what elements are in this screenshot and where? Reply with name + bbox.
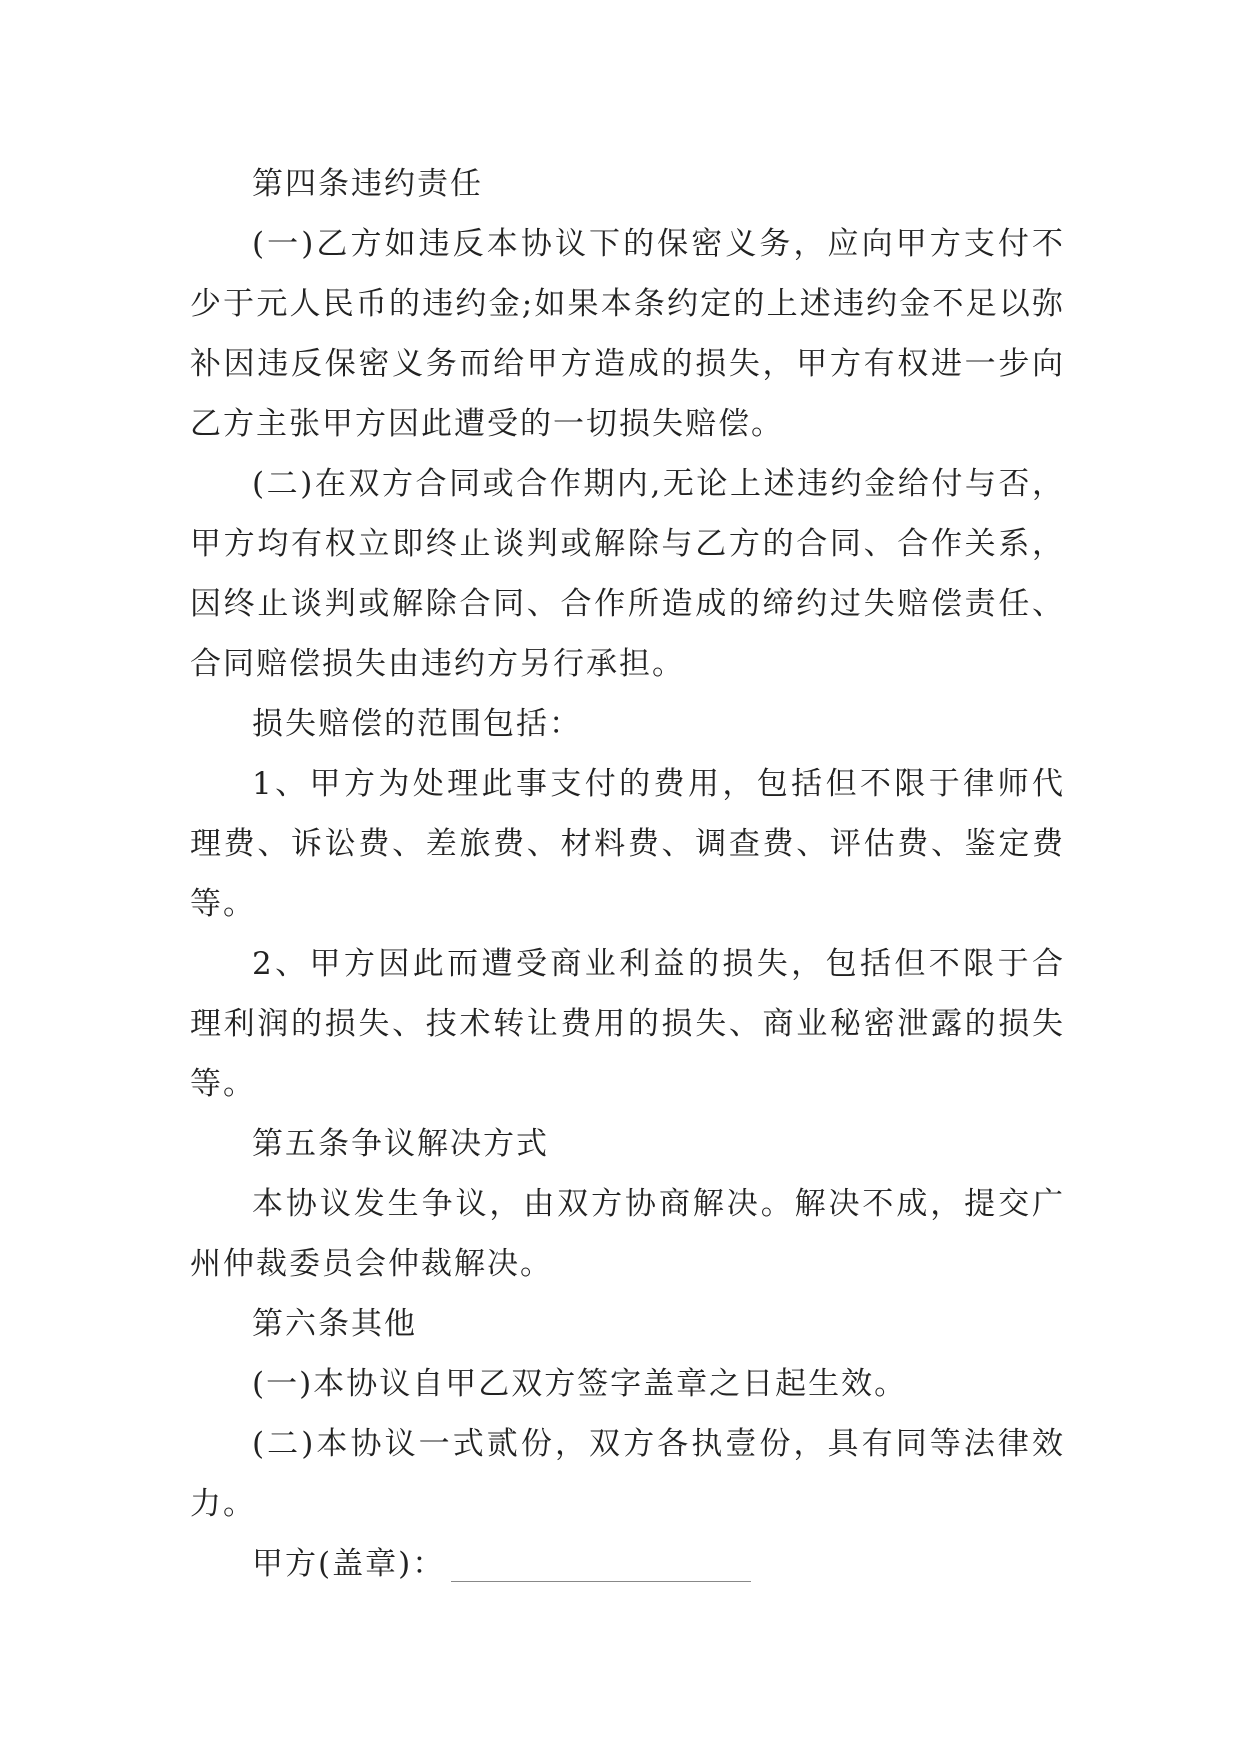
compensation-scope: 损失赔偿的范围包括： <box>252 706 582 742</box>
article-5-body: 本协议发生争议，由双方协商解决。解决不成，提交广州仲裁委员会仲裁解决。 <box>190 1186 1065 1282</box>
article-5-heading: 第五条争议解决方式 <box>252 1126 549 1162</box>
signature-blank-line <box>451 1545 751 1582</box>
document-page <box>190 154 1065 1594</box>
compensation-item-2: 2、甲方因此而遭受商业利益的损失，包括但不限于合理利润的损失、技术转让费用的损失、商业秘密泄露的损失等。 <box>190 946 1065 1102</box>
article-6-clause-2: (二)本协议一式贰份，双方各执壹份，具有同等法律效力。 <box>190 1426 1065 1522</box>
article-6-clause-1: (一)本协议自甲乙双方签字盖章之日起生效。 <box>252 1366 908 1402</box>
article-4-clause-2: (二)在双方合同或合作期内,无论上述违约金给付与否，甲方均有权立即终止谈判或解除与乙方的合同、合作关系，因终止谈判或解除合同、合作所造成的缔约过失赔偿责任、合同赔偿损失由违约方另行承担。 <box>190 466 1065 682</box>
compensation-item-1: 1、甲方为处理此事支付的费用，包括但不限于律师代理费、诉讼费、差旅费、材料费、调查费、评估费、鉴定费等。 <box>190 766 1065 922</box>
signature-row <box>190 1534 1065 1594</box>
article-6-heading: 第六条其他 <box>252 1306 417 1342</box>
article-4-heading: 第四条违约责任 <box>252 166 483 202</box>
article-4-clause-1: (一)乙方如违反本协议下的保密义务，应向甲方支付不少于元人民币的违约金;如果本条约定的上述违约金不足以弥补因违反保密义务而给甲方造成的损失，甲方有权进一步向乙方主张甲方因此遭受的一切损失赔偿。 <box>190 226 1065 442</box>
signature-label: 甲方(盖章)： <box>252 1546 446 1582</box>
